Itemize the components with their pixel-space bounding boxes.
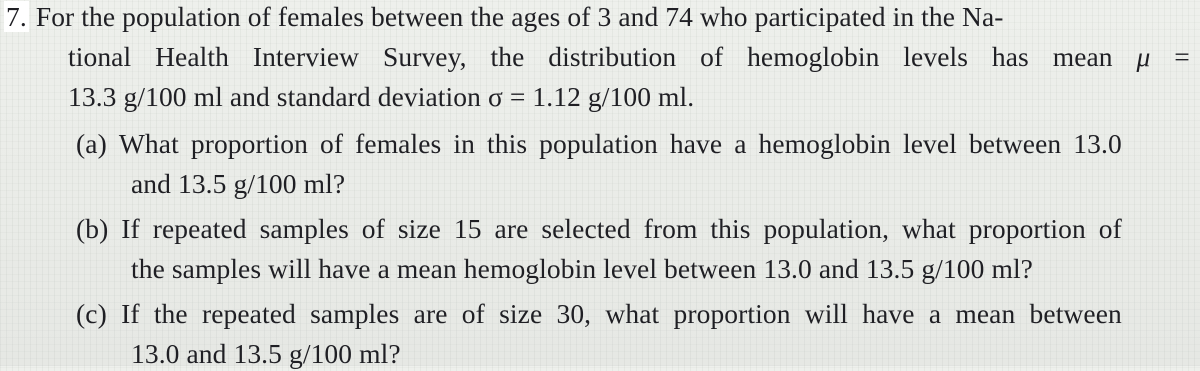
problem-stem-line-3: 13.3 g/100 ml and standard deviation σ = 1.12 g/100 ml. xyxy=(68,81,695,112)
word: the xyxy=(490,41,525,72)
part-c-line-2: 13.0 and 13.5 g/100 ml? xyxy=(131,338,401,369)
word: 13.0 xyxy=(1073,128,1122,159)
part-c-line-1 xyxy=(76,297,1122,331)
word: If xyxy=(121,298,140,329)
word: are xyxy=(494,213,529,244)
word: size xyxy=(499,298,543,329)
word: what xyxy=(605,298,660,329)
word: the xyxy=(153,298,188,329)
mu-symbol: μ xyxy=(1136,41,1151,72)
word: distribution xyxy=(548,41,677,72)
word: repeated xyxy=(152,213,247,244)
word: in xyxy=(453,128,475,159)
word: of xyxy=(700,41,724,72)
word: If xyxy=(121,213,140,244)
word: Health xyxy=(155,41,229,72)
word: of xyxy=(461,298,485,329)
word: level xyxy=(902,128,957,159)
word: a xyxy=(928,298,942,329)
part-b-line-2: the samples will have a mean hemoglobin level between 13.0 and 13.5 g/100 ml? xyxy=(131,253,1033,284)
word: this xyxy=(710,213,751,244)
word: between xyxy=(1029,298,1122,329)
part-a-label: (a) xyxy=(76,128,107,159)
word: from xyxy=(643,213,698,244)
word: Survey, xyxy=(382,41,467,72)
word: hemoglobin xyxy=(747,41,880,72)
word: mean xyxy=(955,298,1016,329)
word: samples xyxy=(310,298,400,329)
word: are xyxy=(413,298,448,329)
word: Interview xyxy=(252,41,360,72)
word: what xyxy=(901,213,956,244)
word: selected xyxy=(541,213,631,244)
word: samples xyxy=(259,213,349,244)
word: proportion xyxy=(190,128,308,159)
problem-stem-line-2 xyxy=(68,40,1190,74)
word: have xyxy=(862,298,915,329)
word: What xyxy=(118,128,179,159)
part-b-line-1 xyxy=(76,212,1122,246)
part-b-label: (b) xyxy=(76,213,109,244)
word: size xyxy=(397,213,441,244)
word: of xyxy=(319,128,344,159)
word: proportion xyxy=(968,213,1086,244)
word: females xyxy=(355,128,442,159)
word: population, xyxy=(763,213,890,244)
word: of xyxy=(361,213,385,244)
problem-stem-line-1 xyxy=(4,0,1004,34)
part-a-line-1 xyxy=(76,127,1122,161)
word: 30, xyxy=(556,298,592,329)
equals-sign: = xyxy=(1174,41,1190,72)
word: population xyxy=(539,128,658,159)
word: have xyxy=(669,128,723,159)
word: tional xyxy=(68,41,132,72)
word: has xyxy=(991,41,1029,72)
word: proportion xyxy=(673,298,791,329)
part-a-line-2: and 13.5 g/100 ml? xyxy=(131,168,346,199)
word: repeated xyxy=(201,298,296,329)
word: mean xyxy=(1052,41,1113,72)
word: a xyxy=(734,128,747,159)
part-c-label: (c) xyxy=(76,298,107,329)
word: hemoglobin xyxy=(758,128,891,159)
word: levels xyxy=(903,41,969,72)
word: of xyxy=(1098,213,1122,244)
problem-stem-text: For the population of females between the ages of 3 and 74 who participated in the Na- xyxy=(35,1,1004,32)
word: will xyxy=(804,298,849,329)
word: this xyxy=(487,128,528,159)
word: between xyxy=(968,128,1062,159)
word: 15 xyxy=(453,213,482,244)
problem-number: 7. xyxy=(6,1,27,32)
